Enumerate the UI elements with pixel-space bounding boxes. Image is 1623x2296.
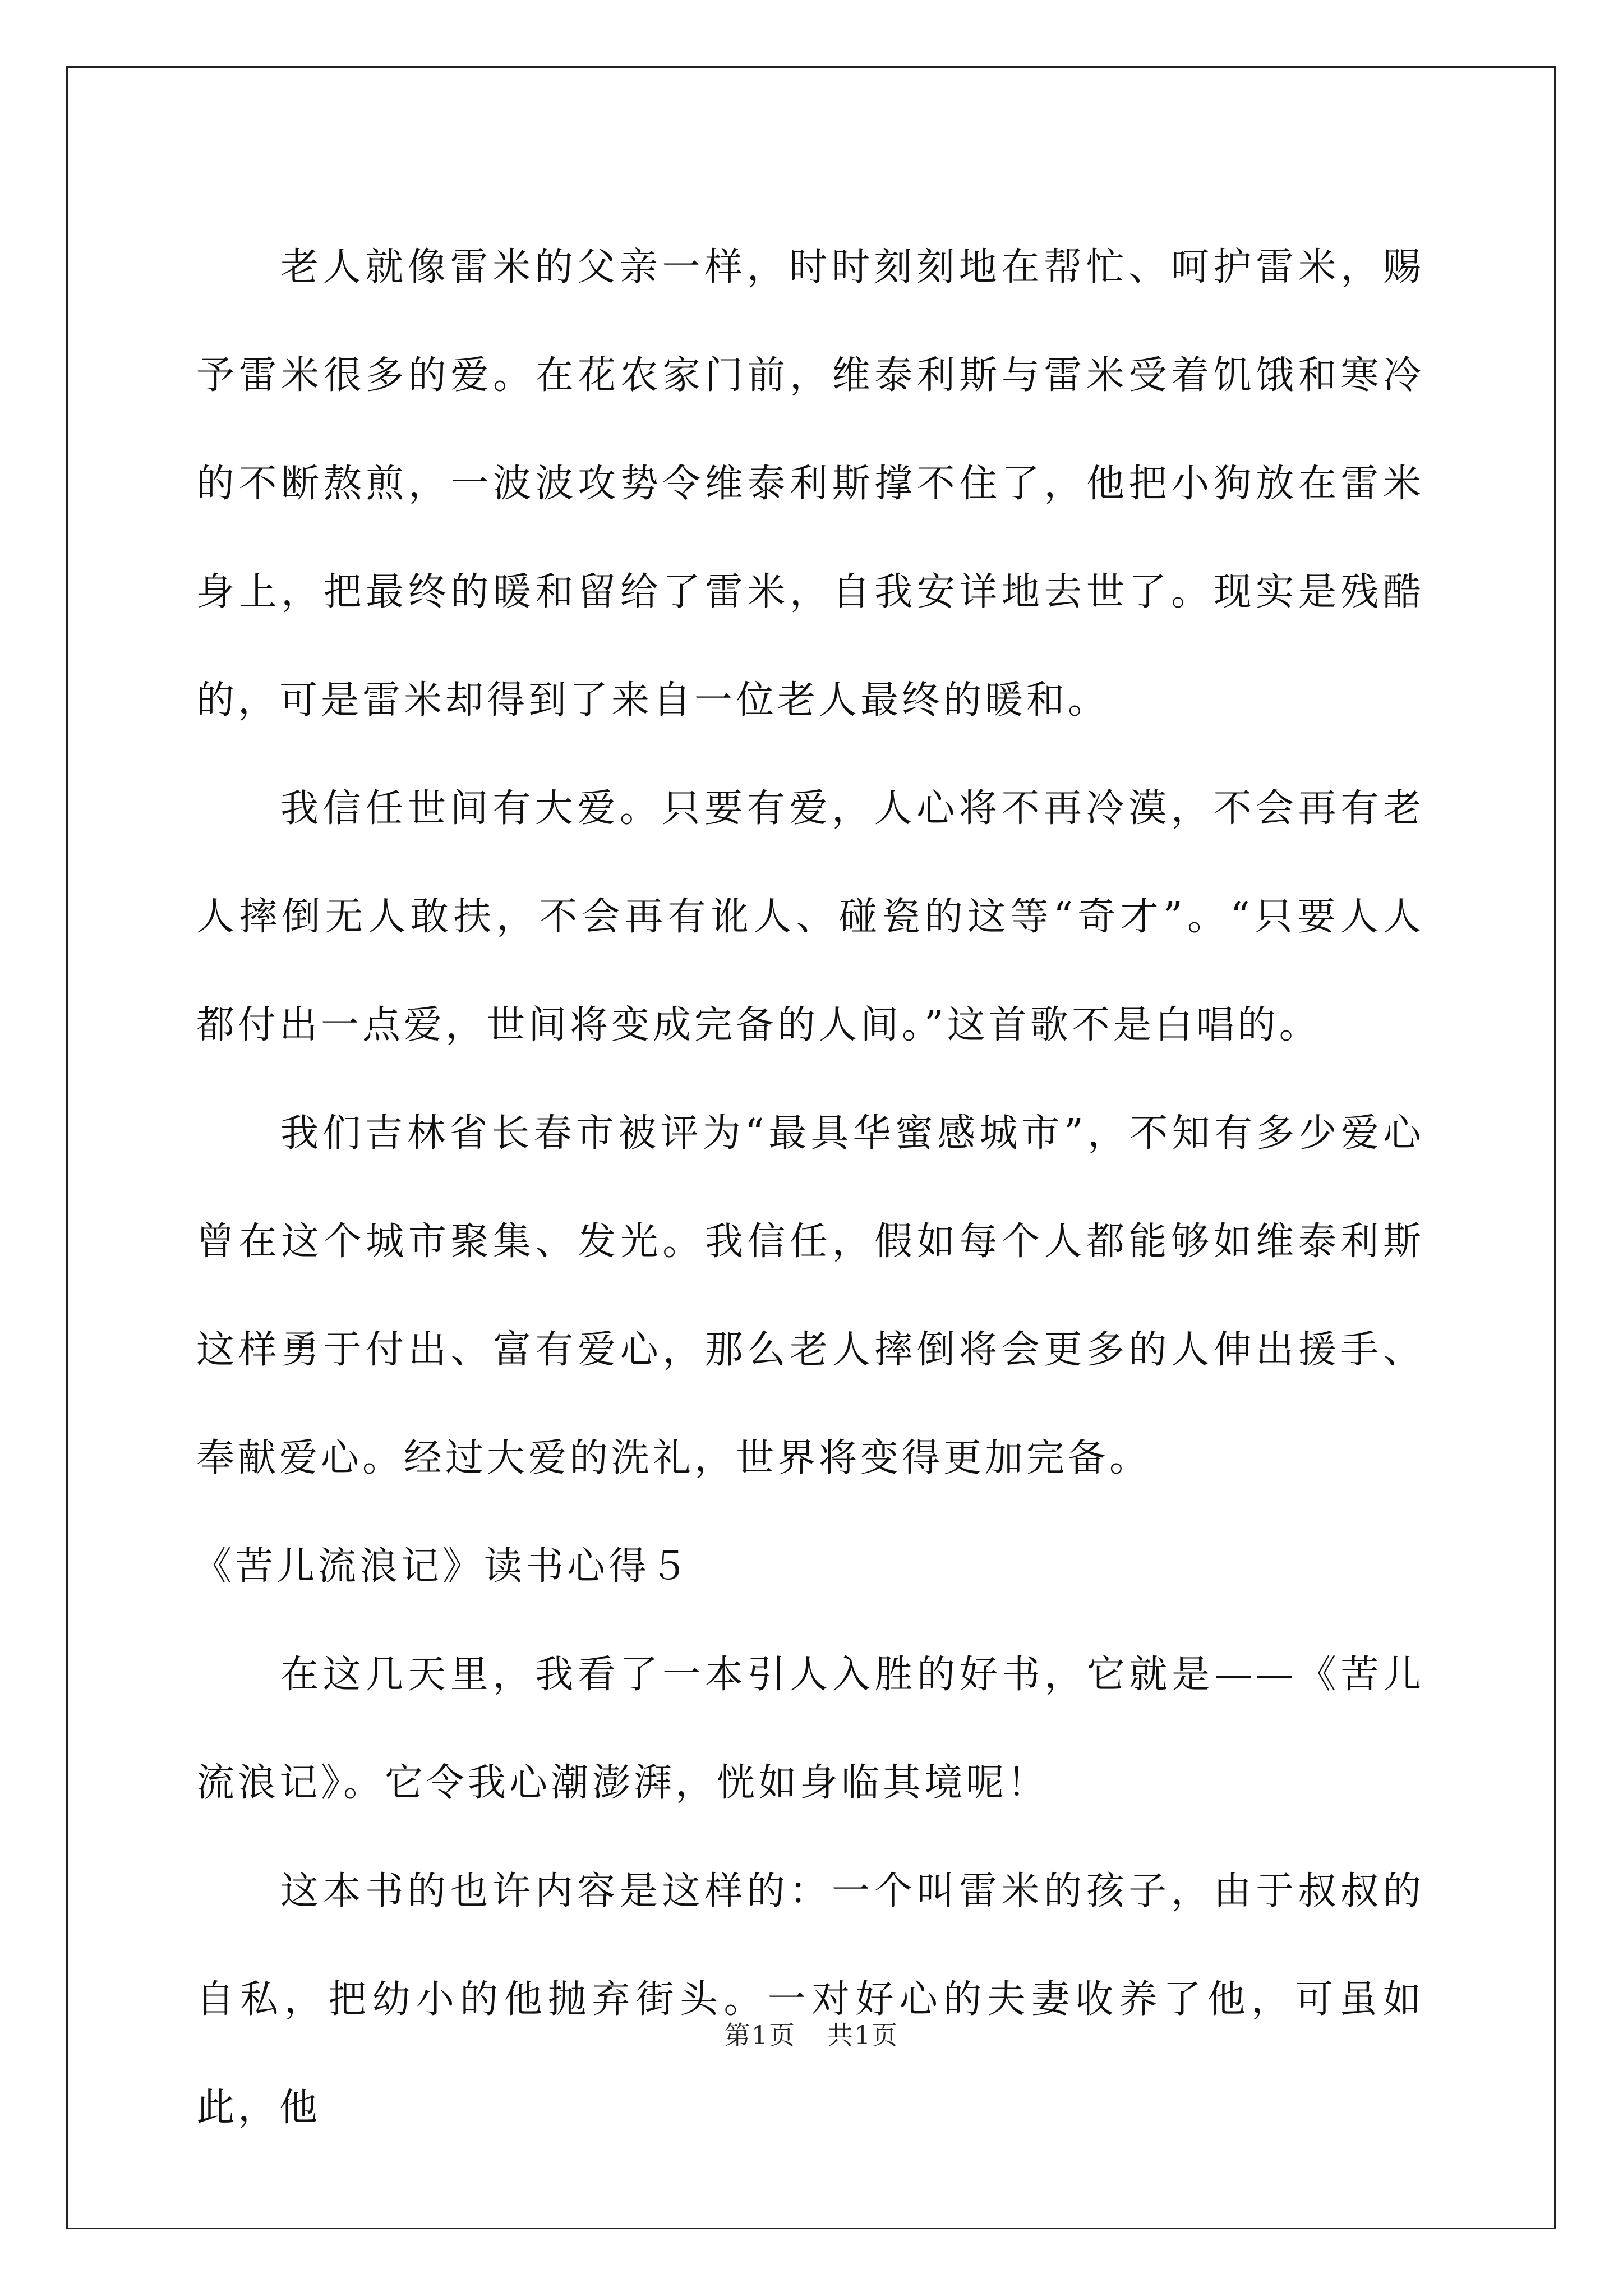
- page-number: 第1页: [724, 2020, 796, 2050]
- paragraph-2: 我信任世间有大爱。只要有爱，人心将不再冷漠，不会再有老人摔倒无人敢扶，不会再有讹人、碰瓷的这等“奇才”。“只要人人都付出一点爱，世间将变成完备的人间。”这首歌不是白唱的。: [196, 786, 1424, 1047]
- paragraph-1: 老人就像雷米的父亲一样，时时刻刻地在帮忙、呵护雷米，赐予雷米很多的爱。在花农家门前，维泰利斯与雷米受着饥饿和寒冷的不断熬煎，一波波攻势令维泰利斯撑不住了，他把小狗放在雷米身上，把最终的暖和留给了雷米，自我安详地去世了。现实是残酷的，可是雷米却得到了来自一位老人最终的暖和。: [196, 245, 1424, 723]
- document-body: [193, 213, 1424, 2162]
- paragraph-5: 这本书的也许内容是这样的：一个叫雷米的孩子，由于叔叔的自私，把幼小的他抛弃街头。一对好心的夫妻收养了他，可虽如此，他: [196, 1869, 1424, 2130]
- paragraph-3: 我们吉林省长春市被评为“最具华蜜感城市”，不知有多少爱心曾在这个城市聚集、发光。我信任，假如每个人都能够如维泰利斯这样勇于付出、富有爱心，那么老人摔倒将会更多的人伸出援手、奉献爱心。经过大爱的洗礼，世界将变得更加完备。: [196, 1111, 1424, 1480]
- page-total: 共1页: [827, 2020, 899, 2050]
- page-footer: [0, 2015, 1623, 2052]
- section-heading: 《苦儿流浪记》读书心得５: [193, 1544, 692, 1589]
- paragraph-4: 在这几天里，我看了一本引人入胜的好书，它就是——《苦儿流浪记》。它令我心潮澎湃，恍如身临其境呢！: [196, 1653, 1424, 1805]
